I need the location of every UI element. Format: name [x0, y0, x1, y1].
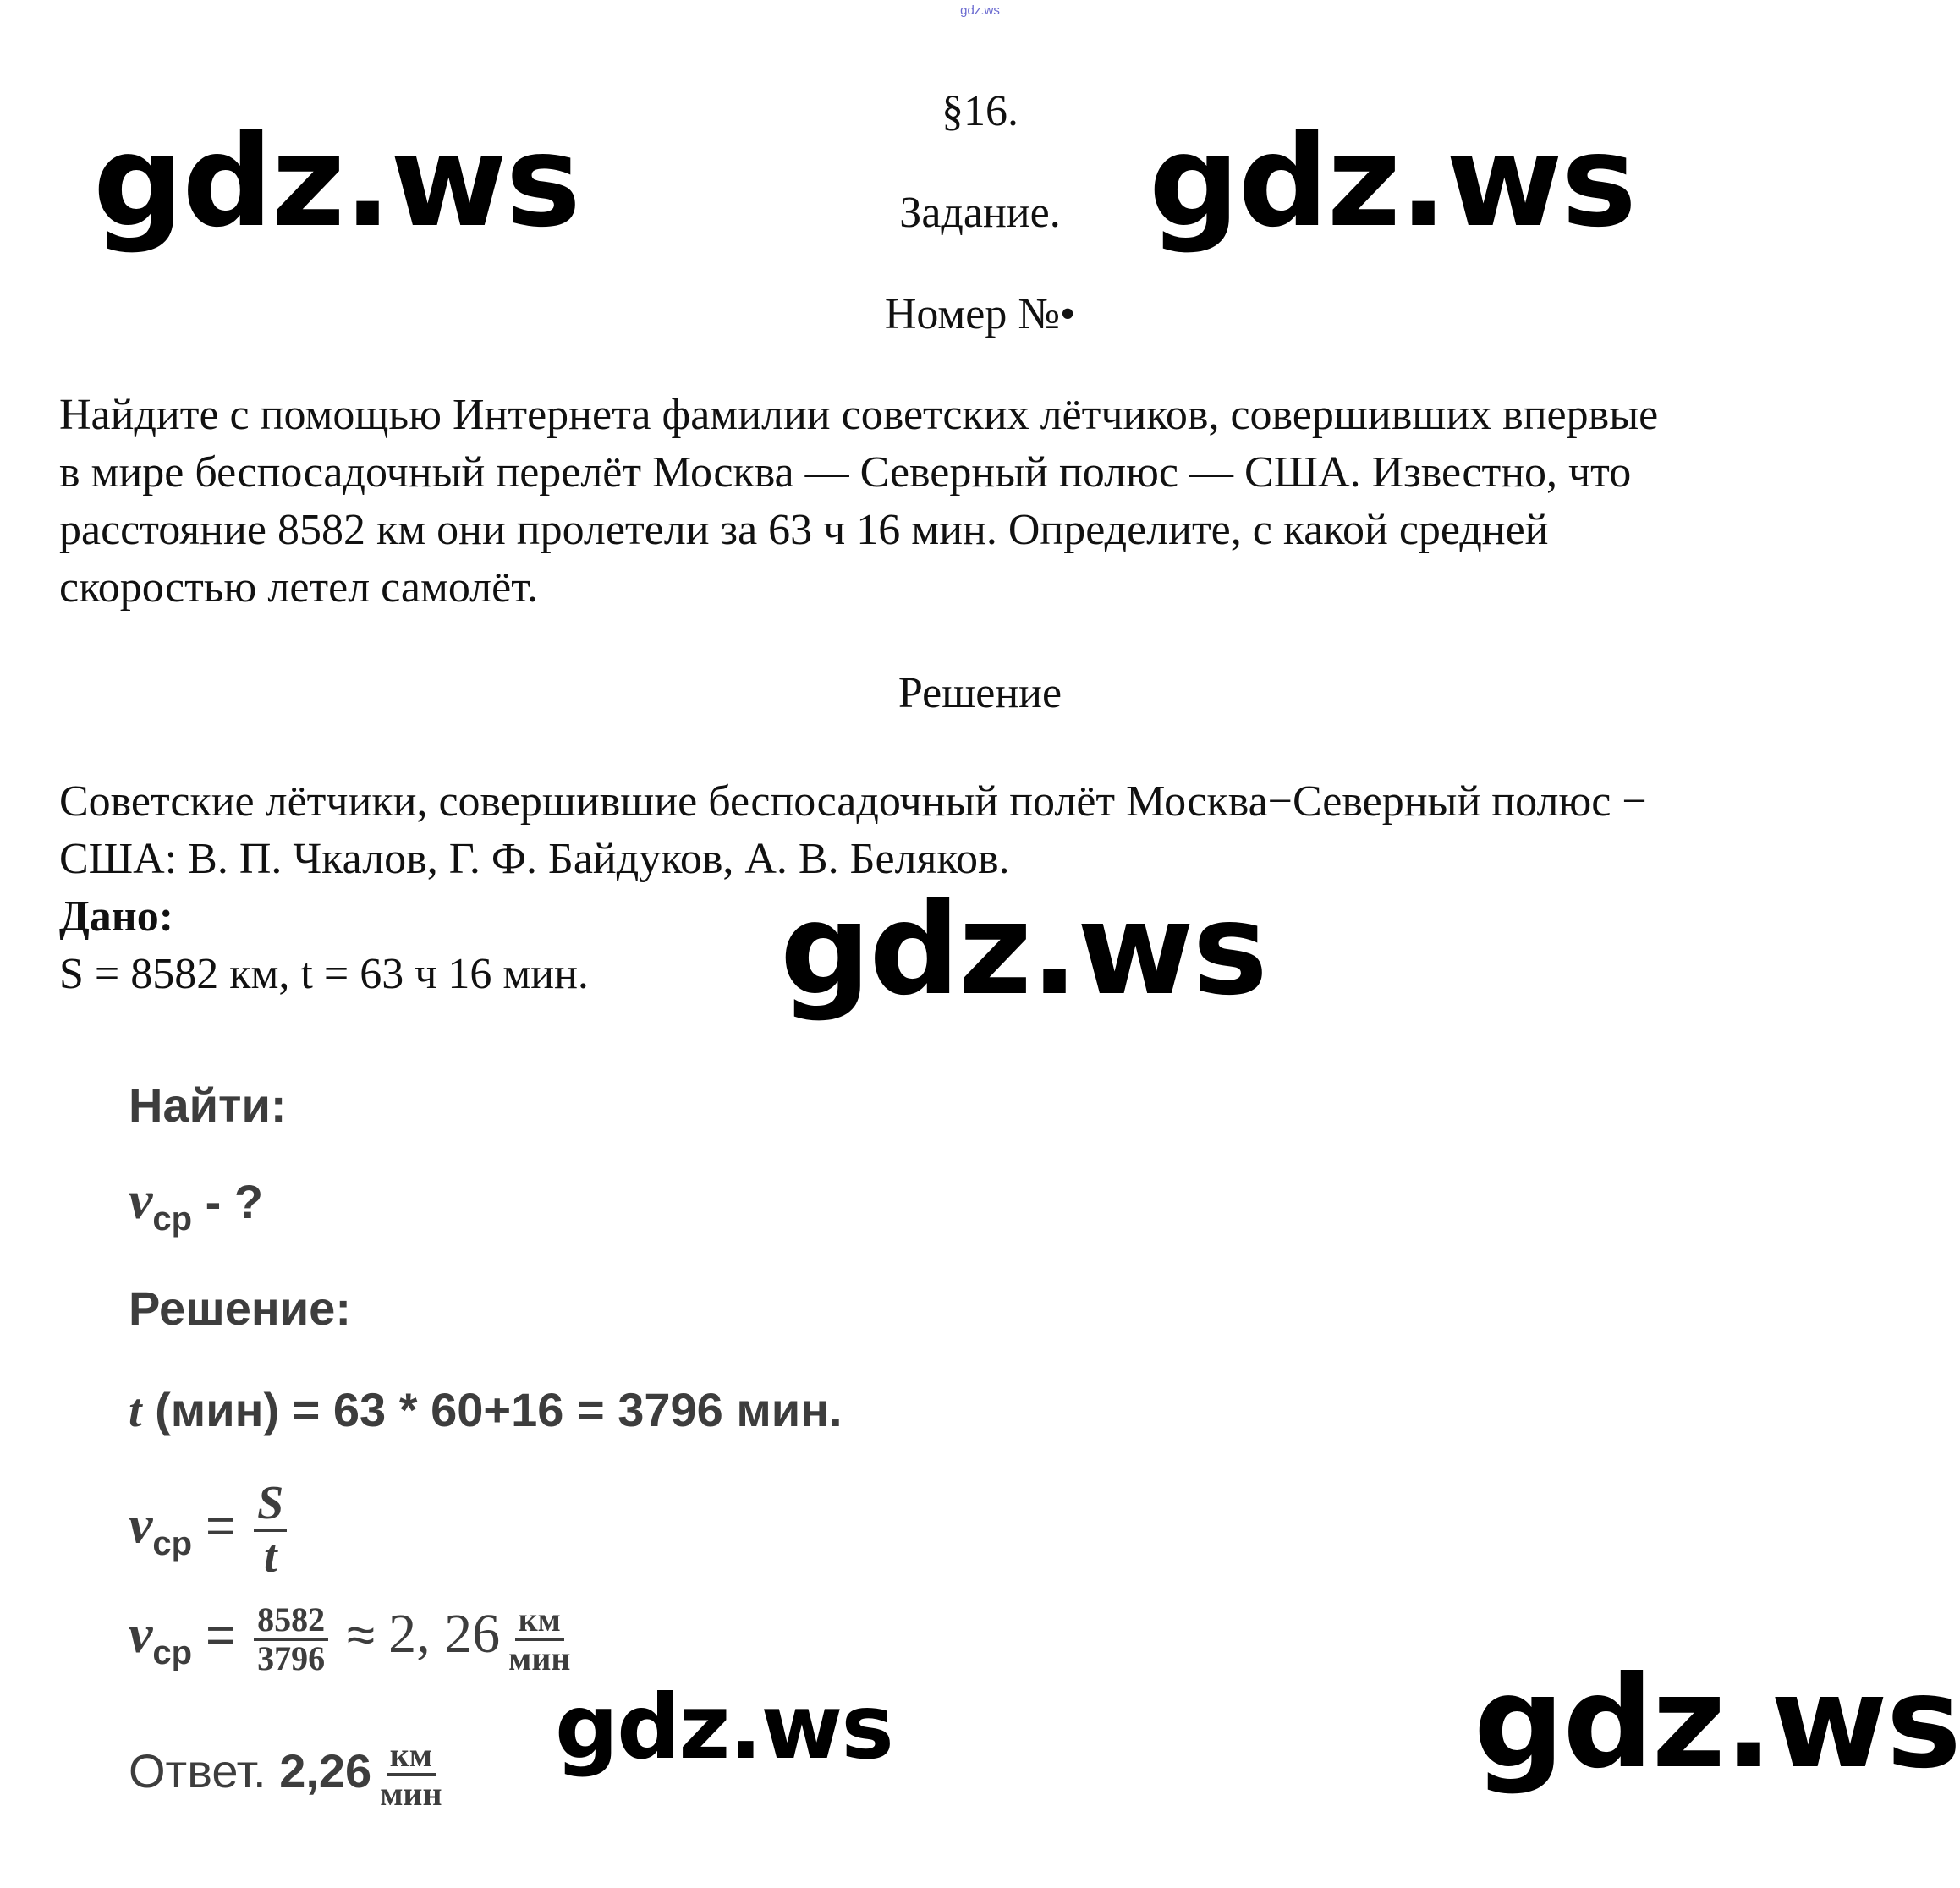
- find-value: - ?: [192, 1175, 264, 1228]
- given-label: Дано:: [59, 892, 174, 941]
- watermark-middle: gdz.ws: [780, 876, 1266, 1024]
- answer-unit-fraction: [376, 1737, 445, 1812]
- task-text: [59, 387, 1920, 617]
- formula-numerator: S: [254, 1479, 287, 1532]
- velocity-calculation: $v_{ср}$ = $\frac{8582}{3796}$ ≈ 2, 26 $\frac{км}{\text{мин}}$: [129, 1602, 579, 1677]
- watermark-bottom-left: gdz.ws: [555, 1676, 892, 1779]
- find-label: Найти:: [129, 1078, 287, 1132]
- time-conversion: [129, 1382, 843, 1438]
- unit-fraction: [505, 1602, 574, 1677]
- approx-sign: ≈: [347, 1606, 376, 1663]
- watermark-bottom-right: gdz.ws: [1474, 1649, 1960, 1797]
- find-expression: [129, 1169, 264, 1238]
- unit-numerator: км: [515, 1602, 564, 1641]
- answer-text: [59, 773, 1920, 1003]
- time-symbol: t: [129, 1385, 142, 1437]
- calc-fraction: [254, 1602, 328, 1677]
- velocity-symbol: v: [129, 1604, 153, 1664]
- task-line: в мире беспосадочный перелёт Москва — Северный полюс — США. Известно, что: [59, 448, 1632, 497]
- top-watermark: gdz.ws: [960, 3, 1000, 18]
- answer-line: США: В. П. Чкалов, Г. Ф. Байдуков, А. В. Беляков.: [59, 835, 1010, 883]
- time-conversion-text: (мин) = 63 * 60+16 = 3796 мин.: [141, 1383, 843, 1436]
- answer-unit-denominator: мин: [380, 1775, 442, 1813]
- task-line: расстояние 8582 км они пролетели за 63 ч 16 мин. Определите, с какой средней: [59, 506, 1549, 554]
- formula-denominator: t: [263, 1529, 277, 1583]
- watermark-top-left: gdz.ws: [93, 108, 579, 255]
- velocity-symbol: v: [129, 1494, 153, 1555]
- watermark-top-right: gdz.ws: [1149, 108, 1635, 255]
- velocity-symbol: v: [129, 1170, 153, 1230]
- velocity-subscript: ср: [152, 1200, 193, 1238]
- number-label: Номер №•: [884, 290, 1076, 338]
- answer-line: Советские лётчики, совершившие беспосадочный полёт Москва−Северный полюс −: [59, 777, 1647, 826]
- calc-denominator: 3796: [257, 1639, 326, 1678]
- given-values: S = 8582 км, t = 63 ч 16 мин.: [59, 950, 589, 998]
- section-number: §16.: [942, 87, 1018, 135]
- calc-numerator: 8582: [254, 1602, 328, 1641]
- answer-value: 2,26: [279, 1743, 372, 1797]
- result-value: 2, 26: [388, 1603, 501, 1665]
- answer-unit-numerator: км: [387, 1737, 436, 1776]
- task-label: Задание.: [899, 189, 1061, 237]
- formula-fraction: [254, 1479, 287, 1582]
- solution-label: Решение:: [129, 1282, 351, 1335]
- task-line: скоростью летел самолёт.: [59, 563, 539, 612]
- answer-label: Ответ.: [129, 1743, 266, 1797]
- final-answer: [129, 1737, 451, 1812]
- velocity-formula: $v_{ср}$ = $\frac{S}{t}$: [129, 1479, 292, 1582]
- solution-heading: Решение: [898, 669, 1062, 717]
- velocity-subscript: ср: [152, 1634, 193, 1671]
- task-line: Найдите с помощью Интернета фамилии советских лётчиков, совершивших впервые: [59, 391, 1659, 439]
- velocity-subscript: ср: [152, 1524, 193, 1562]
- unit-denominator: мин: [508, 1639, 571, 1678]
